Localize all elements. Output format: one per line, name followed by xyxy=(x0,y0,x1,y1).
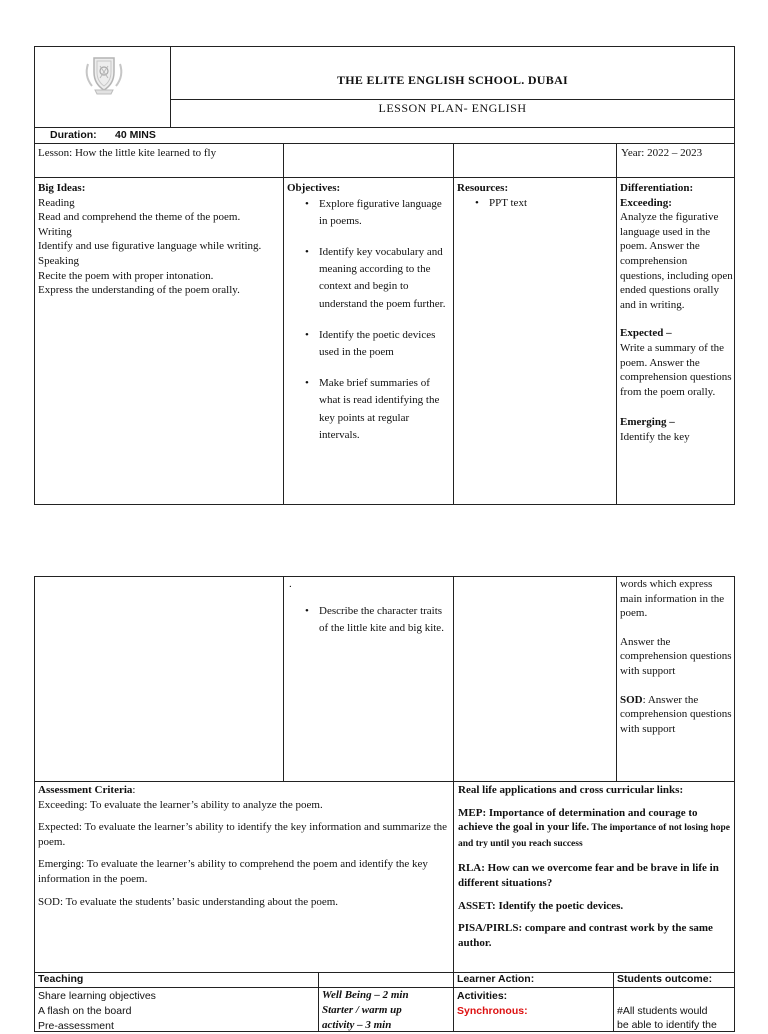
sod-label: SOD xyxy=(620,693,643,706)
wellbeing-cell xyxy=(322,988,450,1033)
school-crest-logo xyxy=(80,52,128,96)
assessment-expected: Expected: To evaluate the learner’s ability to identify the key information and summarize the poem. xyxy=(38,821,448,848)
assessment-cell: Assessment Criteria: Exceeding: To evaluate the learner’s ability to analyze the poem. Expected: To evaluate the learner’s ability to identify the key information and summarize the poem. Emerging: To evaluate the learner’s ability to comprehend the poem and identify the key information in the poem. SOD: To evaluate the students’ basic understanding about the poem. xyxy=(38,784,448,908)
emerging-label: Emerging – xyxy=(620,416,675,429)
teaching-cell xyxy=(38,989,313,1034)
outcome-line: be able to identify the xyxy=(617,1019,717,1031)
expected-label: Expected – xyxy=(620,327,672,340)
differentiation-heading: Differentiation: xyxy=(620,182,694,194)
duration-value: 40 MINS xyxy=(115,129,156,141)
objective-item: • Identify the poetic devices used in the poem xyxy=(287,327,447,361)
big-ideas-line: Reading xyxy=(38,196,75,209)
objective-item: • Describe the character traits of the little kite and big kite. xyxy=(287,603,447,637)
expected-text: Write a summary of the poem. Answer the comprehension questions from the poem orally. xyxy=(620,341,732,398)
resources-cell xyxy=(457,181,612,210)
emerging-text: Identify the key xyxy=(620,430,690,443)
objectives-heading: Objectives: xyxy=(287,182,341,194)
outcome-header: Students outcome: xyxy=(617,973,713,985)
plan-title: LESSON PLAN- ENGLISH xyxy=(378,101,527,115)
objectives-continued-cell xyxy=(287,603,447,637)
assessment-heading: Assessment Criteria xyxy=(38,784,133,796)
teaching-line: Pre-assessment xyxy=(38,1020,114,1032)
real-life-mep: MEP: Importance of determination and courage to achieve the goal in your life. The importance of not losing hope and try until you reach success xyxy=(458,806,730,849)
lesson-year: Year: 2022 – 2023 xyxy=(621,147,703,159)
objective-item: • Make brief summaries of what is read identifying the key points at regular intervals. xyxy=(287,375,447,444)
differentiation-cell xyxy=(620,181,733,445)
teaching-line: Share learning objectives xyxy=(38,990,156,1002)
real-life-asset: ASSET: Identify the poetic devices. xyxy=(458,899,624,912)
real-life-heading: Real life applications and cross curricular links: xyxy=(458,784,684,796)
synchronous-label: Synchronous: xyxy=(457,1005,528,1017)
wellbeing-line: Starter / warm up xyxy=(322,1004,402,1016)
teaching-header: Teaching xyxy=(38,973,84,985)
duration-label: Duration: xyxy=(50,129,97,141)
big-ideas-line: Writing xyxy=(38,225,72,238)
activities-label: Activities: xyxy=(457,990,508,1002)
teaching-line: A flash on the board xyxy=(38,1005,132,1017)
real-life-pisa: PISA/PIRLS: compare and contrast work by the same author. xyxy=(458,922,713,949)
objectives-cell xyxy=(287,181,447,444)
exceeding-label: Exceeding: xyxy=(620,196,672,209)
outcome-cell xyxy=(617,1004,733,1032)
assessment-exceeding: Exceeding: To evaluate the learner’s ability to analyze the poem. xyxy=(38,798,323,811)
emerging-text: words which express main information in the poem. xyxy=(620,578,725,620)
exceeding-text: Analyze the figurative language used in the poem. Answer the comprehension questions, including open ended questions orally and in writing. xyxy=(620,211,733,311)
wellbeing-line: Well Being – 2 min xyxy=(322,989,409,1001)
objective-item: • Explore figurative language in poems. xyxy=(287,196,447,230)
big-ideas-heading: Big Ideas: xyxy=(38,182,86,194)
real-life-cell xyxy=(458,783,732,950)
assessment-sod: SOD: To evaluate the students’ basic understanding about the poem. xyxy=(38,895,339,908)
big-ideas-line: Speaking xyxy=(38,254,79,267)
learner-action-cell xyxy=(457,989,609,1019)
lesson-title: Lesson: How the little kite learned to fly xyxy=(38,147,217,159)
school-name: THE ELITE ENGLISH SCHOOL. DUBAI xyxy=(336,73,569,87)
sod-text: SOD: Answer the comprehension questions with support xyxy=(620,693,732,735)
resources-heading: Resources: xyxy=(457,182,509,194)
big-ideas-line: Express the understanding of the poem orally. xyxy=(38,284,240,297)
big-ideas-cell xyxy=(38,181,280,298)
assessment-emerging: Emerging: To evaluate the learner’s ability to comprehend the poem and identify the key information in the poem. xyxy=(38,858,428,885)
learner-action-header: Learner Action: xyxy=(457,973,535,985)
differentiation-continued-cell xyxy=(620,577,733,736)
big-ideas-line: Identify and use figurative language while writing. xyxy=(38,240,262,253)
big-ideas-line: Recite the poem with proper intonation. xyxy=(38,269,214,282)
wellbeing-line: activity – 3 min xyxy=(322,1019,392,1031)
outcome-line: #All students would xyxy=(617,1005,708,1017)
objective-item: • Identify key vocabulary and meaning according to the context and begin to understand the poem further. xyxy=(287,244,447,313)
emerging-text: Answer the comprehension questions with support xyxy=(620,635,732,677)
real-life-rla: RLA: How can we overcome fear and be brave in life in different situations? xyxy=(458,862,719,889)
objectives-continued-mark: . xyxy=(289,578,292,590)
resource-item: • PPT text xyxy=(457,196,612,211)
big-ideas-line: Read and comprehend the theme of the poem. xyxy=(38,211,241,224)
